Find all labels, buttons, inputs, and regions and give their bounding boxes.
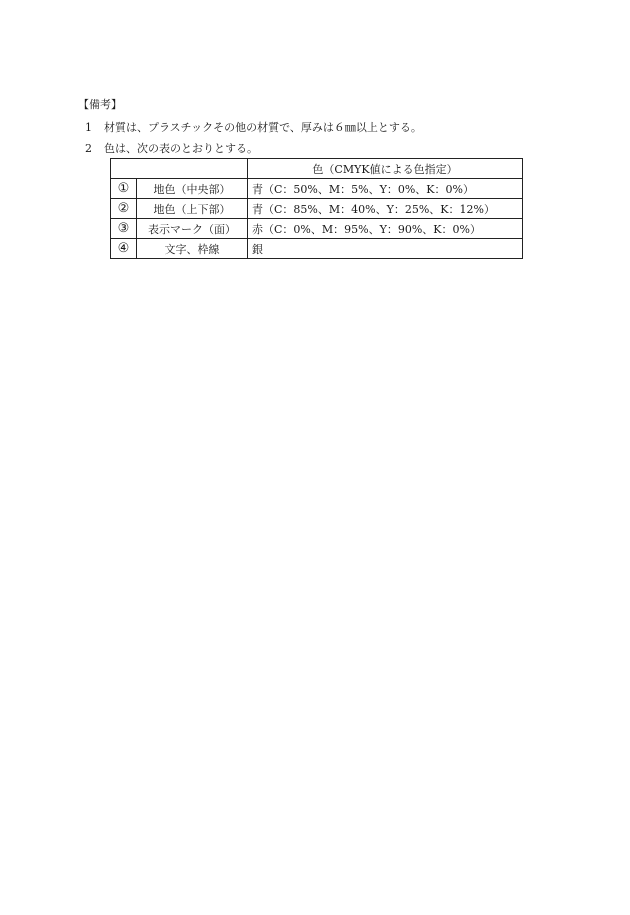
table-row bbox=[111, 199, 523, 219]
table-row bbox=[111, 239, 523, 259]
row-index: ② bbox=[111, 199, 137, 219]
row-color-value: 青（C：50%、M：5%、Y：0%、K：0%） bbox=[248, 179, 523, 199]
row-name: 表示マーク（面） bbox=[137, 219, 248, 239]
row-color-value: 赤（C：0%、M：95%、Y：90%、K：0%） bbox=[248, 219, 523, 239]
note-number: 1 bbox=[85, 121, 92, 134]
row-name: 文字、枠線 bbox=[137, 239, 248, 259]
row-index: ① bbox=[111, 179, 137, 199]
note-item-color bbox=[85, 141, 258, 157]
note-text: 色は、次の表のとおりとする。 bbox=[104, 142, 258, 155]
remarks-heading: 【備考】 bbox=[78, 98, 122, 111]
row-index: ④ bbox=[111, 239, 137, 259]
note-item-material bbox=[85, 120, 422, 136]
table-row bbox=[111, 179, 523, 199]
row-color-value: 銀 bbox=[248, 239, 523, 259]
table-header-row bbox=[111, 159, 523, 179]
row-name: 地色（上下部） bbox=[137, 199, 248, 219]
table-row bbox=[111, 219, 523, 239]
color-spec-table bbox=[110, 158, 523, 259]
row-name: 地色（中央部） bbox=[137, 179, 248, 199]
row-index: ③ bbox=[111, 219, 137, 239]
note-text: 材質は、プラスチックその他の材質で、厚みは６㎜以上とする。 bbox=[104, 121, 422, 134]
note-number: 2 bbox=[85, 142, 92, 155]
row-color-value: 青（C：85%、M：40%、Y：25%、K：12%） bbox=[248, 199, 523, 219]
table-header-color: 色（CMYK値による色指定） bbox=[248, 159, 523, 179]
table-header-empty-cell bbox=[111, 159, 248, 179]
